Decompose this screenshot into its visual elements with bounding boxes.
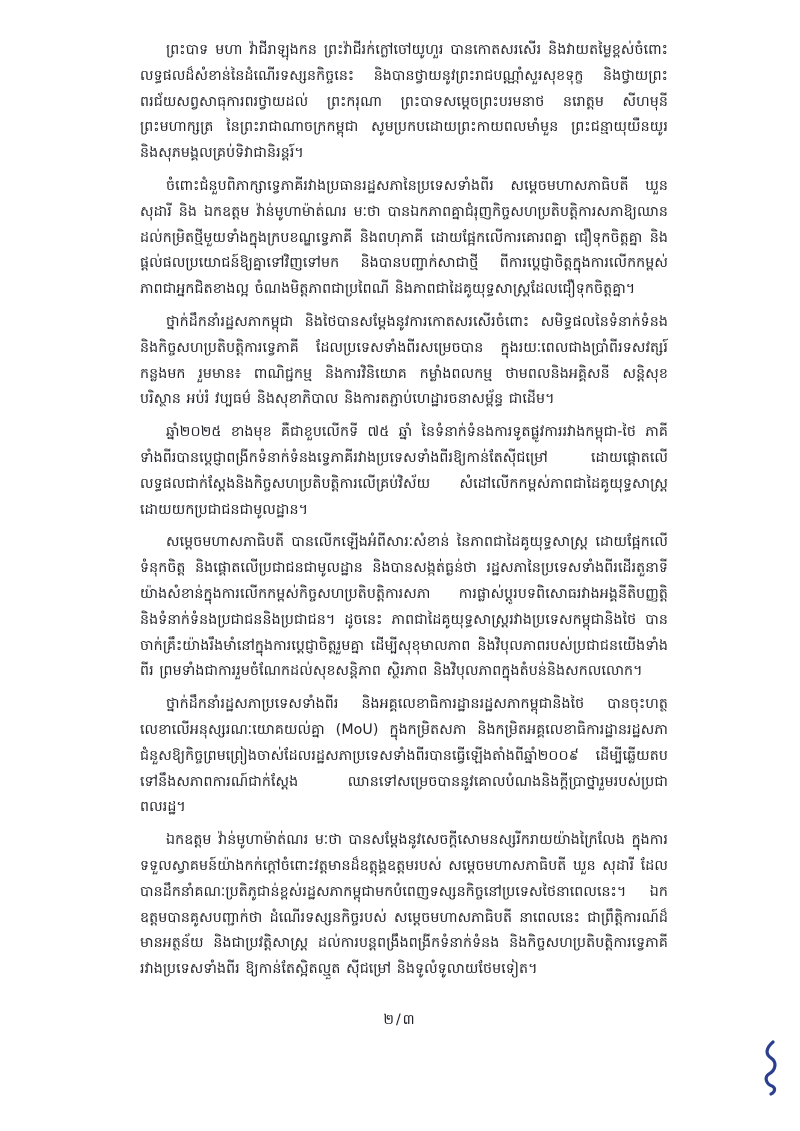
document-body: [140, 38, 668, 990]
paragraph-bilateral-talks: ចំពោះជំនួបពិភាក្សាទ្វេភាគីរវាងប្រធានរដ្ឋសភានៃប្រទេសទាំងពីរ សម្តេចមហាសភាធិបតី ឃួន សុដារី និង ឯកឧត្តម វ៉ាន់មូហាម៉ាត់ណរ មៈថា បានឯកភាពគ្នាជំរុញកិច្ចសហប្រតិបត្តិការសភាឱ្យឈានដល់កម្រិតថ្មីមួយទាំងក្នុងក្របខណ្ឌទ្វេភាគី និងពហុភាគី ដោយផ្អែកលើការគោរពគ្នា ជឿទុកចិត្តគ្នា និងផ្តល់ផលប្រយោជន៍ឱ្យគ្នាទៅវិញទៅមក និងបានបញ្ជាក់សាជាថ្មី ពីការប្តេជ្ញាចិត្តក្នុងការលើកកម្ពស់ភាពជាអ្នកជិតខាងល្អ ចំណងមិត្តភាពជាប្រពៃណី និងភាពជាដៃគូយុទ្ធសាស្ត្រដែលជឿទុកចិត្តគ្នា។: [140, 177, 668, 298]
paragraph-king-congratulations: ព្រះបាទ មហា វ៉ាជីរាឡុងកន ព្រះវ៉ាជីរក់ក្លៅចៅយូហួរ បានកោតសរសើរ និងវាយតម្លៃខ្ពស់ចំពោះលទ្ធផលដ៏សំខាន់នៃដំណើរទស្សនកិច្ចនេះ និងបានថ្វាយនូវព្រះរាជបណ្ណាំសួរសុខទុក្ខ និងថ្វាយព្រះពរជ័យសព្វសាធុការពរថ្វាយដល់ ព្រះករុណា ព្រះបាទសម្តេចព្រះបរមនាថ នរោត្តម សីហមុនី ព្រះមហាក្សត្រ នៃព្រះរាជាណាចក្រកម្ពុជា សូមប្រកបដោយព្រះកាយពលមាំមួន ព្រះជន្មាយុយឺនយូរ និងសុភមង្គលគ្រប់ទិវាជានិរន្តរ៍។: [140, 42, 668, 162]
paragraph-thai-speaker-welcome: ឯកឧត្តម វ៉ាន់មូហាម៉ាត់ណរ មៈថា បានសម្តែងនូវសេចក្តីសោមនស្សរីករាយយ៉ាងក្រៃលែង ក្នុងការទទួលស្វាគមន៍យ៉ាងកក់ក្តៅចំពោះវត្តមានដ៏ឧត្តុង្គឧត្តមរបស់ សម្តេចមហាសភាធិបតី ឃួន សុដារី ដែលបានដឹកនាំគណៈប្រតិភូជាន់ខ្ពស់រដ្ឋសភាកម្ពុជាមកបំពេញទស្សនកិច្ចនៅប្រទេសថៃនាពេលនេះ។ ឯកឧត្តមបានគូសបញ្ជាក់ថា ដំណើរទស្សនកិច្ចរបស់ សម្តេចមហាសភាធិបតី នាពេលនេះ ជាព្រឹត្តិការណ៍ដ៏មានអត្ថន័យ និងជាប្រវត្តិសាស្ត្រ ដល់ការបន្តពង្រឹងពង្រីកទំនាក់ទំនង និងកិច្ចសហប្រតិបត្តិការទ្វេភាគីរវាងប្រទេសទាំងពីរ ឱ្យកាន់តែស្អិតល្មួត ស៊ីជម្រៅ និងទូលំទូលាយថែមទៀត។: [140, 832, 668, 978]
paragraph-strategic-partnership: សម្តេចមហាសភាធិបតី បានលើកឡើងអំពីសារៈសំខាន់ នៃភាពជាដៃគូយុទ្ធសាស្ត្រ ដោយផ្អែកលើទំនុកចិត្ត និងផ្តោតលើប្រជាជនជាមូលដ្ឋាន និងបានសង្កត់ធ្ងន់ថា រដ្ឋសភានៃប្រទេសទាំងពីរដើរតួនាទីយ៉ាងសំខាន់ក្នុងការលើកកម្ពស់កិច្ចសហប្រតិបត្តិការសភា ការផ្លាស់ប្តូរបទពិសោធរវាងអង្គនីតិបញ្ញត្តិ និងទំនាក់ទំនងប្រជាជននិងប្រជាជន។ ដូចនេះ ភាពជាដៃគូយុទ្ធសាស្ត្ររវាងប្រទេសកម្ពុជានិងថៃ បានចាក់គ្រឹះយ៉ាងរឹងមាំនៅក្នុងការប្តេជ្ញាចិត្តរួមគ្នា ដើម្បីសុខុមាលភាព និងវិបុលភាពរបស់ប្រជាជនយើងទាំងពីរ ព្រមទាំងជាការរួមចំណែកដល់សុខសន្តិភាព ស្ថិរភាព និងវិបុលភាពក្នុងតំបន់និងសកលលោក។: [140, 534, 668, 680]
page-number: ២/៣: [383, 1012, 417, 1028]
paragraph-cooperation-achievements: ថ្នាក់ដឹកនាំរដ្ឋសភាកម្ពុជា និងថៃបានសម្តែងនូវការកោតសរសើរចំពោះ សមិទ្ធផលនៃទំនាក់ទំនងនិងកិច្ចសហប្រតិបត្តិការទ្វេភាគី ដែលប្រទេសទាំងពីរសម្រេចបាន ក្នុងរយៈពេលជាងប្រាំពីរទសវត្សរ៍កន្លងមក រួមមាន៖ ពាណិជ្ជកម្ម និងការវិនិយោគ កម្លាំងពលកម្ម ថាមពលនិងអគ្គិសនី សន្តិសុខ បរិស្ថាន អប់រំ វប្បធម៌ និងសុខាភិបាល និងការតភ្ជាប់ហេដ្ឋារចនាសម្ព័ន្ធ ជាដើម។: [140, 313, 668, 408]
handwritten-initial-mark: [762, 1040, 780, 1096]
paragraph-mou-signing: ថ្នាក់ដឹកនាំរដ្ឋសភាប្រទេសទាំងពីរ និងអគ្គលេខាធិការដ្ឋានរដ្ឋសភាកម្ពុជានិងថៃ បានចុះហត្ថលេខាលើអនុស្សរណៈយោគយល់គ្នា (MoU) ក្នុងកម្រិតសភា និងកម្រិតអគ្គលេខាធិការដ្ឋានរដ្ឋសភា ជំនួសឱ្យកិច្ចព្រមព្រៀងចាស់ដែលរដ្ឋសភាប្រទេសទាំងពីរបានធ្វើឡើងតាំងពីឆ្នាំ២០០៩ ដើម្បីឆ្លើយតបទៅនឹងសភាពការណ៍ជាក់ស្តែង ឈានទៅសម្រេចបាននូវគោលបំណងនិងក្តីប្រាថ្នារួមរបស់ប្រជាពលរដ្ឋ។: [140, 696, 668, 816]
paragraph-75th-anniversary: ឆ្នាំ២០២៥ ខាងមុខ គឺជាខួបលើកទី ៧៥ ឆ្នាំ នៃទំនាក់ទំនងការទូតផ្លូវការរវាងកម្ពុជា-ថៃ ភាគីទាំងពីរបានប្តេជ្ញាពង្រីកទំនាក់ទំនងទ្វេភាគីរវាងប្រទេសទាំងពីរឱ្យកាន់តែស៊ីជម្រៅ ដោយផ្តោតលើលទ្ធផលជាក់ស្តែងនិងកិច្ចសហប្រតិបត្តិការលើគ្រប់វិស័យ សំដៅលើកកម្ពស់ភាពជាដៃគូយុទ្ធសាស្ត្រ ដោយយកប្រជាជនជាមូលដ្ឋាន។: [140, 424, 668, 518]
